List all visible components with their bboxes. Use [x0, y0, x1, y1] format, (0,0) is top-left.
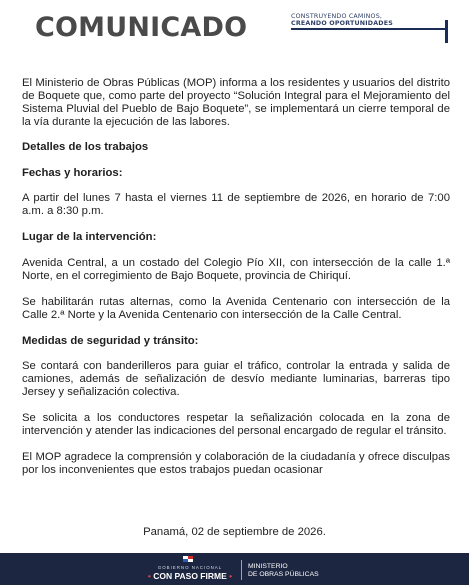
page-title: COMUNICADO — [35, 12, 248, 43]
panama-flag-icon — [183, 556, 193, 562]
slogan-underline — [291, 28, 447, 30]
slogan-corner-bar — [445, 20, 448, 43]
drivers-paragraph: Se solicita a los conductores respetar la señalización colocada en la zona de intervención y atender las indicaciones del personal encargado de regular el tránsito. — [22, 412, 450, 437]
location-paragraph: Avenida Central, a un costado del Colegio Pío XII, con intersección de la calle 1.ª Norte, en el corregimiento de Bajo Boquete, provincia de Chiriquí. — [22, 257, 450, 282]
details-heading: Detalles de los trabajos — [22, 141, 149, 153]
ministry-line-2: DE OBRAS PÚBLICAS — [248, 571, 319, 578]
safety-paragraph: Se contará con banderilleros para guiar el tráfico, controlar la entrada y salida de camiones, además de señalización de desvío mediante luminarias, barreras tipo Jersey y señalización colectiva. — [22, 360, 450, 398]
routes-paragraph: Se habilitarán rutas alternas, como la Avenida Centenario con intersección de la Calle 2.ª Norte y la Avenida Centenario con intersección de la Calle Central. — [22, 296, 450, 321]
slogan-line-1: CONSTRUYENDO CAMINOS, — [291, 13, 383, 20]
gov-slogan-text: CON PASO FIRME — [153, 571, 227, 581]
footer-divider — [241, 560, 242, 580]
gov-small-label: GOBIERNO NACIONAL — [157, 565, 223, 570]
dates-paragraph: A partir del lunes 7 hasta el viernes 11 de septiembre de 2026, en horario de 7:00 a.m. a 8:30 p.m. — [22, 192, 450, 217]
ministry-line-1: MINISTERIO — [248, 563, 288, 570]
slogan-line-2: CREANDO OPORTUNIDADES — [291, 20, 393, 27]
communique-body — [22, 77, 450, 477]
dates-heading: Fechas y horarios: — [22, 167, 123, 179]
gov-main-label: • CON PASO FIRME • — [147, 571, 233, 581]
safety-heading: Medidas de seguridad y tránsito: — [22, 335, 199, 347]
footer-bar — [0, 553, 469, 585]
thanks-paragraph: El MOP agradece la comprensión y colaboración de la ciudadanía y ofrece disculpas por los inconvenientes que estos trabajos puedan ocasionar — [22, 451, 450, 476]
intro-paragraph: El Ministerio de Obras Públicas (MOP) informa a los residentes y usuarios del distrito de Boquete que, como parte del proyecto “Solución Integral para el Mejoramiento del Sistema Pluvial del Pueblo de Bajo Boquete”, se implementará un cierre temporal de la vía durante la ejecución de las labores. — [22, 77, 450, 128]
location-heading: Lugar de la intervención: — [22, 231, 157, 243]
date-line: Panamá, 02 de septiembre de 2026. — [143, 526, 326, 538]
slogan-logo — [291, 13, 451, 43]
